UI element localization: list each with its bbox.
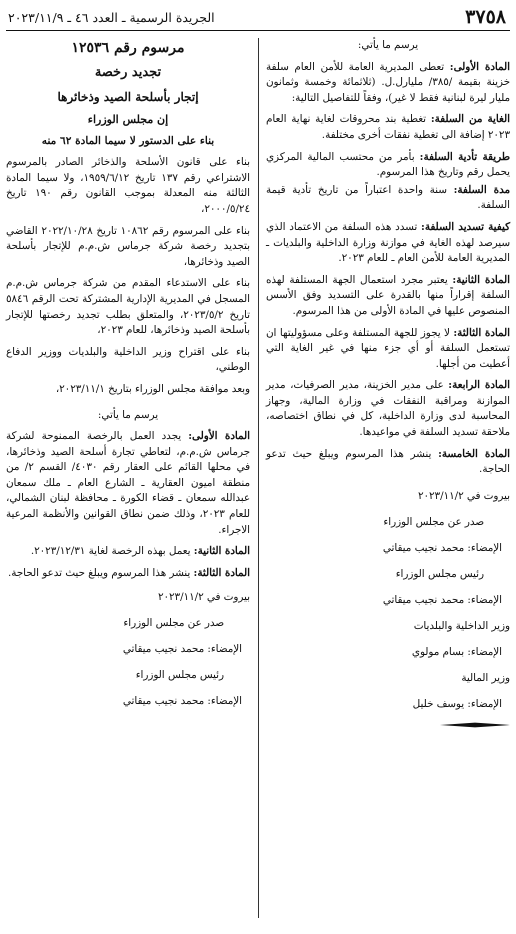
article-2-text: يعتبر مجرد استعمال الجهة المستلفة لهذه السلفة إقراراً منها بالقدرة على التسديد وفق الأسس المنصوص عليها في المادة الأولى من هذا المرسوم. <box>266 273 510 317</box>
article-2-label: المادة الثانية: <box>452 273 510 286</box>
article-4-text: على مدير الخزينة، مدير الصرفيات، مدير الموازنة ومراقبة النفقات في وزارة المالية، وجهاز المحاسبة لدى وزارة الداخلية، كل في نطاق اختصاصه، ملاحقة تسديد السلفة في مواعيدها. <box>266 379 510 439</box>
page-header <box>6 6 510 31</box>
decree-intro: يرسم ما يأتي: <box>97 408 159 421</box>
advance-term <box>266 183 510 214</box>
article-2-text: يعمل بهذه الرخصة لغاية ٢٠٢٣/١٢/٣١. <box>30 545 191 558</box>
recital-3: بناء على الاستدعاء المقدم من شركة جرماس ش.م.م المسجل في المديرية الإدارية المشتركة تحت الرقم ٥٨٤٦ تاريخ ٢٠٢٣/٥/٢، والمتعلق بطلب تجديد رخصتها للإتجار بأسلحة الصيد وذخائرها، للعام ٢٠٢٣، <box>6 277 250 337</box>
article-2 <box>266 273 510 320</box>
decree-subtitle: إتجار بأسلحة الصيد وذخائرها <box>57 90 199 104</box>
article-4-label: المادة الرابعة: <box>448 379 510 392</box>
article-2-label: المادة الثانية: <box>193 545 250 558</box>
advance-purpose-label: الغاية من السلفة: <box>430 113 510 126</box>
advance-purpose-text: تغطية بند محروقات لغاية نهاية العام ٢٠٢٣ إضافة الى تغطية نفقات أخرى مختلفة. <box>266 113 510 141</box>
advance-method <box>266 150 510 181</box>
article-3-label: المادة الثالثة: <box>453 326 511 339</box>
end-ornament <box>440 722 510 728</box>
signature-pm-title: رئيس مجلس الوزراء <box>395 567 484 580</box>
article-2 <box>6 544 250 560</box>
advance-purpose <box>266 112 510 143</box>
place-date: بيروت في ٢٠٢٣/١١/٢ <box>417 489 510 502</box>
recital-2: بناء على المرسوم رقم ١٠٨٦٢ تاريخ ٢٠٢٢/١٠/٢٨ القاضي بتجديد رخصة شركة جرماس ش.م.م للإتجار بأسلحة الصيد وذخائرها، <box>6 224 250 268</box>
article-1 <box>6 429 250 538</box>
article-5-text: ينشر هذا المرسوم ويبلغ حيث تدعو الحاجة. <box>266 447 510 476</box>
signature-interior: الإمضاء: بسام مولوي <box>411 645 502 658</box>
gazette-issue-line: الجريدة الرسمية ـ العدد ٤٦ ـ ٢٠٢٣/١١/٩ <box>8 10 215 25</box>
signature-issued-by: صدر عن مجلس الوزراء <box>383 515 484 528</box>
article-1-label: المادة الأولى: <box>188 430 251 443</box>
decree-intro: يرسم ما يأتي: <box>357 39 419 51</box>
signature-issued-by: صدر عن مجلس الوزراء <box>123 617 224 630</box>
signature-finance: الإمضاء: يوسف خليل <box>412 697 502 710</box>
page-number: ٣٧٥٨ <box>465 6 506 28</box>
right-column <box>266 38 510 728</box>
advance-method-text: بأمر من محتسب المالية المركزي يحمل رقم وتاريخ هذا المرسوم. <box>266 150 510 179</box>
signature-pm-2: الإمضاء: محمد نجيب ميقاتي <box>382 593 502 606</box>
article-1-label: المادة الأولى: <box>449 60 510 73</box>
advance-method-label: طريقة تأدية السلفة: <box>419 150 510 163</box>
recital-5: وبعد موافقة مجلس الوزراء بتاريخ ٢٠٢٣/١١/١، <box>55 382 250 395</box>
decree-number: مرسوم رقم ١٢٥٣٦ <box>71 40 185 56</box>
council-heading: إن مجلس الوزراء <box>87 113 169 126</box>
signature-pm: الإمضاء: محمد نجيب ميقاتي <box>122 643 242 656</box>
decree-title: تجديد رخصة <box>94 65 162 80</box>
article-3-label: المادة الثالثة: <box>193 566 250 579</box>
signature-pm-title: رئيس مجلس الوزراء <box>135 669 224 682</box>
column-divider <box>258 38 259 918</box>
advance-term-label: مدة السلفة: <box>453 183 510 196</box>
advance-repayment-label: كيفية تسديد السلفة: <box>421 220 510 233</box>
place-date: بيروت في ٢٠٢٣/١١/٢ <box>157 591 250 604</box>
signature-finance-title: وزير المالية <box>461 671 510 684</box>
article-5-label: المادة الخامسة: <box>438 447 510 460</box>
article-1-text: تعطى المديرية العامة للأمن العام سلفة خزينة بقيمة /٣٨٥/ مليارل.ل. (ثلاثمائة وخمسة وثمانون مليار ليرة لبنانية فقط لا غير)، وفقاً للتفاصيل التالية: <box>266 60 510 104</box>
article-3-text: لا يجوز للجهة المستلفة وعلى مسؤوليتها ان تستعمل السلفة أو أي جزء منها في غير الغاية التي أعطيت من أجلها. <box>266 326 510 370</box>
article-3 <box>266 326 510 373</box>
signature-pm-2: الإمضاء: محمد نجيب ميقاتي <box>122 695 242 708</box>
article-1 <box>266 60 510 107</box>
advance-term-text: سنة واحدة اعتباراً من تاريخ تأدية قيمة السلفة. <box>266 183 510 212</box>
recital-1: بناء على قانون الأسلحة والذخائر الصادر بالمرسوم الاشتراعي رقم ١٣٧ تاريخ ١٩٥٩/٦/١٢، ولا سيما المادة الثالثة منه المعدلة بموجب القانون رقم ١٩٠ تاريخ ٢٠٠٠/٥/٢٤، <box>6 156 251 215</box>
constitution-line: بناء على الدستور لا سيما المادة ٦٢ منه <box>41 134 215 147</box>
article-1-text: يجدد العمل بالرخصة الممنوحة لشركة جرماس ش.م.م، لتعاطي تجارة أسلحة الصيد وذخائرها، في محلها القائم على العقار رقم ٤٠٣٠/ القسم ٢/ من منطقة اميون العقارية ـ الشارع العام ـ ملك سمعان عبدالله سمعان ـ قضاء الكورة ـ محافظة لبنان الشمالي، للعام ٢٠٢٣، وذلك ضمن نطاق القوانين والأنظمة المرعية الاجراء. <box>6 430 250 536</box>
article-4 <box>266 378 510 440</box>
signature-pm: الإمضاء: محمد نجيب ميقاتي <box>382 541 502 554</box>
article-3 <box>6 566 250 582</box>
advance-repayment-text: تسدد هذه السلفة من الاعتماد الذي سيرصد لهذه الغاية في موازنة وزارة الداخلية والبلديات ـ المديرية العامة للأمن العام ـ للعام ٢٠٢٣. <box>266 220 510 265</box>
left-column <box>6 38 250 717</box>
advance-repayment <box>266 220 510 267</box>
article-3-text: ينشر هذا المرسوم ويبلغ حيث تدعو الحاجة. <box>8 566 191 579</box>
signature-interior-title: وزير الداخلية والبلديات <box>413 619 510 632</box>
article-5 <box>266 447 510 478</box>
recital-4: بناء على اقتراح وزير الداخلية والبلديات ووزير الدفاع الوطني، <box>6 345 250 374</box>
